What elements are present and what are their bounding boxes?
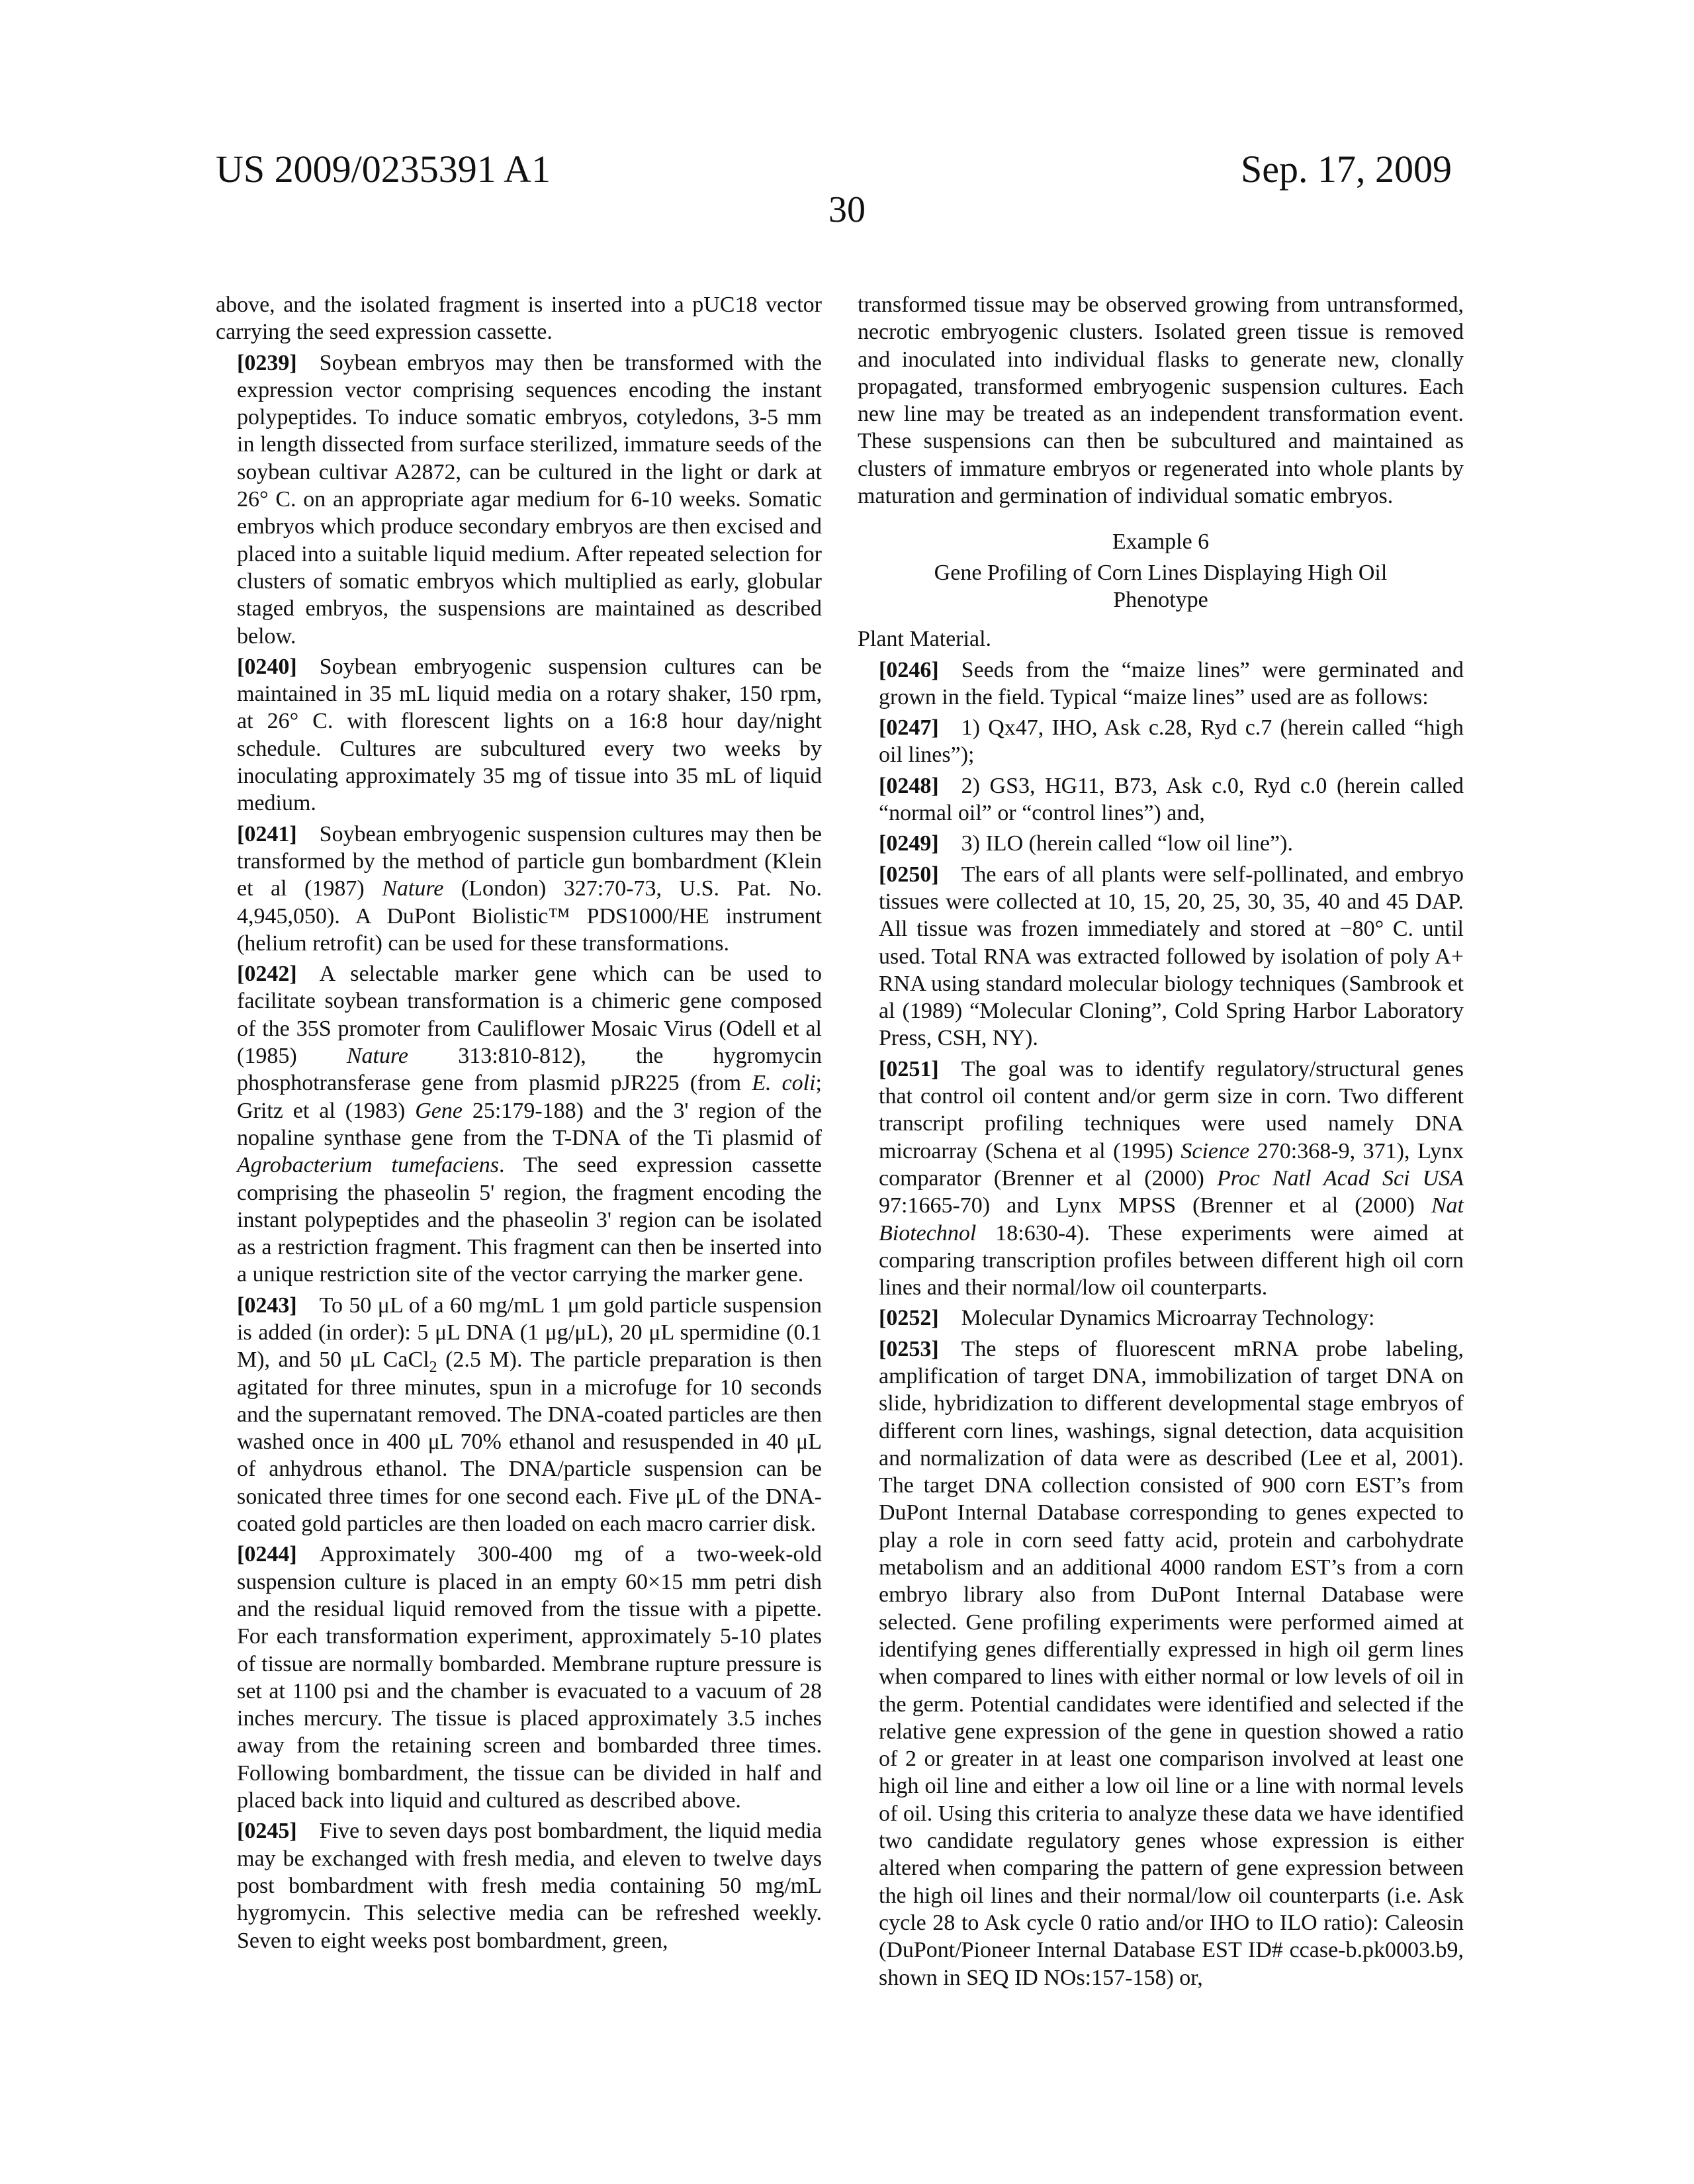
paragraph-text: Soybean embryogenic suspension cultures can be maintained in 35 mL liquid media on a rotary shaker, 150 rpm, at 26° C. with florescent lights on a 16:8 hour day/night schedule. Cultures are subcultured every two weeks by inoculating approximately 35 mg of tissue into 35 mL of liquid medium.	[237, 655, 822, 815]
paragraph-text: 1) Qx47, IHO, Ask c.28, Ryd c.7 (herein called “high oil lines”);	[879, 715, 1464, 767]
paragraph-number: [0245]	[237, 1819, 297, 1843]
paragraph-0242: [0242] A selectable marker gene which can be used to facilitate soybean transformation is a chimeric gene composed of the 35S promoter from Cauliflower Mosaic Virus (Odell et al (1985) Nature 313:810-812), the hygromycin phosphotransferase gene from plasmid pJR225 (from E. coli; Gritz et al (1983) Gene 25:179-188) and the 3' region of the nopaline synthase gene from the T-DNA of the Ti plasmid of Agrobacterium tumefaciens. The seed expression cassette comprising the phaseolin 5' region, the fragment encoding the instant polypeptides and the phaseolin 3' region can be isolated as a restriction fragment. This fragment can then be inserted into a unique restriction site of the vector carrying the marker gene.	[216, 960, 822, 1289]
paragraph-text: Soybean embryos may then be transformed with the expression vector comprising sequences encoding the instant polypeptides. To induce somatic embryos, cotyledons, 3-5 mm in length dissected from surface sterilized, immature seeds of the soybean cultivar A2872, can be cultured in the light or dark at 26° C. on an appropriate agar medium for 6-10 weeks. Somatic embryos which produce secondary embryos are then excised and placed into a suitable liquid medium. After repeated selection for clusters of somatic embryos which multiplied as early, globular staged embryos, the suspensions are maintained as described below.	[237, 351, 822, 649]
paragraph-text: Approximately 300-400 mg of a two-week-old suspension culture is placed in an empty 60×15 mm petri dish and the residual liquid removed from the tissue with a pipette. For each transformation experiment, approximately 5-10 plates of tissue are normally bombarded. Membrane rupture pressure is set at 1100 psi and the chamber is evacuated to a vacuum of 28 inches mercury. The tissue is placed approximately 3.5 inches away from the retaining screen and bombarded three times. Following bombardment, the tissue can be divided in half and placed back into liquid and cultured as described above.	[237, 1542, 822, 1813]
paragraph-text: Five to seven days post bombardment, the liquid media may be exchanged with fresh media, and eleven to twelve days post bombardment with fresh media containing 50 mg/mL hygromycin. This selective media can be refreshed weekly. Seven to eight weeks post bombardment, green,	[237, 1819, 822, 1952]
paragraph-0244	[216, 1541, 822, 1814]
subscript: 2	[429, 1359, 437, 1376]
paragraph-0251: [0251] The goal was to identify regulatory/structural genes that control oil content and/or germ size in corn. Two different transcript profiling techniques were used namely DNA microarray (Schena et al (1995) Science 270:368-9, 371), Lynx comparator (Brenner et al (2000) Proc Natl Acad Sci USA 97:1665-70) and Lynx MPSS (Brenner et al (2000) Nat Biotechnol 18:630-4). These experiments were aimed at comparing transcription profiles between different high oil corn lines and their normal/low oil counterparts.	[858, 1056, 1464, 1302]
paragraph-number: [0253]	[879, 1337, 939, 1361]
paragraph-0252	[858, 1304, 1464, 1332]
paragraph-continued: transformed tissue may be observed growing from untransformed, necrotic embryogenic clusters. Isolated green tissue is removed and inoculated into individual flasks to generate new, clonally propagated, transformed embryogenic suspension cultures. Each new line may be treated as an independent transformation event. These suspensions can then be subcultured and maintained as clusters of immature embryos or regenerated into whole plants by maturation and germination of individual somatic embryos.	[858, 291, 1464, 510]
paragraph-0239	[216, 349, 822, 650]
paragraph-text: 3) ILO (herein called “low oil line”).	[961, 831, 1293, 856]
paragraph-0249	[858, 830, 1464, 857]
paragraph-continued: above, and the isolated fragment is inserted into a pUC18 vector carrying the seed expression cassette.	[216, 291, 822, 346]
journal-name: Nature	[382, 876, 443, 901]
page-number: 30	[0, 188, 1694, 232]
paragraph-text: The steps of fluorescent mRNA probe labeling, amplification of target DNA, immobilization of target DNA on slide, hybridization to different developmental stage embryos of different corn lines, washings, signal detection, data acquisition and normalization of data were as described (Lee et al, 2001). The target DNA collection consisted of 900 corn EST’s from DuPont Internal Database corresponding to genes expected to play a role in corn seed fatty acid, protein and carbohydrate metabolism and an additional 4000 random EST’s from a corn embryo library also from DuPont Internal Database were selected. Gene profiling experiments were performed aimed at identifying genes differentially expressed in high oil germ lines when compared to lines with either normal or low levels of oil in the germ. Potential candidates were identified and selected if the relative gene expression of the gene in question showed a ratio of 2 or greater in at least one comparison involved at least one high oil line and either a low oil line or a line with normal levels of oil. Using this criteria to analyze these data we have identified two candidate regulatory genes whose expression is either altered when comparing the pattern of gene expression between the high oil lines and their normal/low oil counterparts (i.e. Ask cycle 28 to Ask cycle 0 ratio and/or IHO to ILO ratio): Caleosin (DuPont/Pioneer Internal Database EST ID# ccase-b.pk0003.b9, shown in SEQ ID NOs:157-158) or,	[879, 1337, 1464, 1990]
paragraph-number: [0248]	[879, 774, 939, 798]
paragraph-number: [0249]	[879, 831, 939, 856]
paragraph-text: 2) GS3, HG11, B73, Ask c.0, Ryd c.0 (herein called “normal oil” or “control lines”) and,	[879, 774, 1464, 825]
publication-date: Sep. 17, 2009	[1241, 147, 1452, 192]
publication-number: US 2009/0235391 A1	[216, 147, 551, 192]
species-name: E. coli	[752, 1071, 815, 1095]
journal-name: Proc Natl Acad Sci USA	[1217, 1166, 1464, 1191]
paragraph-0253	[858, 1336, 1464, 1991]
paragraph-text: Seeds from the “maize lines” were germinated and grown in the field. Typical “maize lines” used are as follows:	[879, 658, 1464, 709]
paragraph-number: [0252]	[879, 1306, 939, 1330]
left-column	[216, 291, 822, 1958]
species-name: Agrobacterium tumefaciens	[237, 1153, 499, 1177]
paragraph-0250	[858, 861, 1464, 1052]
paragraph-0245	[216, 1817, 822, 1954]
paragraph-text: The ears of all plants were self-pollinated, and embryo tissues were collected at 10, 15, 20, 25, 30, 35, 40 and 45 DAP. All tissue was frozen immediately and stored at −80° C. until used. Total RNA was extracted followed by isolation of poly A+ RNA using standard molecular biology techniques (Sambrook et al (1989) “Molecular Cloning”, Cold Spring Harbor Laboratory Press, CSH, NY).	[879, 862, 1464, 1051]
paragraph-0241: [0241] Soybean embryogenic suspension cultures may then be transformed by the method of particle gun bombardment (Klein et al (1987) Nature (London) 327:70-73, U.S. Pat. No. 4,945,050). A DuPont Biolistic™ PDS1000/HE instrument (helium retrofit) can be used for these transformations.	[216, 821, 822, 957]
paragraph-0246	[858, 657, 1464, 711]
paragraph-number: [0242]	[237, 962, 297, 986]
section-heading: Plant Material.	[858, 625, 1464, 653]
paragraph-number: [0250]	[879, 862, 939, 887]
paragraph-number: [0251]	[879, 1057, 939, 1081]
paragraph-number: [0244]	[237, 1542, 297, 1567]
paragraph-number: [0239]	[237, 351, 297, 375]
paragraph-0240	[216, 653, 822, 817]
paragraph-number: [0243]	[237, 1293, 297, 1318]
paragraph-0248	[858, 772, 1464, 827]
journal-name: Nature	[347, 1044, 408, 1068]
paragraph-text: Molecular Dynamics Microarray Technology:	[961, 1306, 1375, 1330]
example-title: Gene Profiling of Corn Lines Displaying High Oil Phenotype	[858, 559, 1464, 614]
paragraph-0247	[858, 714, 1464, 769]
journal-name: Nat Biotechnol	[879, 1193, 1464, 1245]
paragraph-number: [0240]	[237, 655, 297, 679]
right-column	[858, 291, 1464, 1995]
journal-name: Science	[1181, 1139, 1249, 1163]
paragraph-0243: [0243] To 50 μL of a 60 mg/mL 1 μm gold particle suspension is added (in order): 5 μL DNA (1 μg/μL), 20 μL spermidine (0.1 M), and 50 μL CaCl2 (2.5 M). The particle preparation is then agitated for three minutes, spun in a microfuge for 10 seconds and the supernatant removed. The DNA-coated particles are then washed once in 400 μL 70% ethanol and resuspended in 40 μL of anhydrous ethanol. The DNA/particle suspension can be sonicated three times for one second each. Five μL of the DNA-coated gold particles are then loaded on each macro carrier disk.	[216, 1292, 822, 1538]
journal-name: Gene	[415, 1099, 463, 1123]
paragraph-number: [0246]	[879, 658, 939, 682]
example-heading: Example 6	[858, 528, 1464, 555]
paragraph-number: [0241]	[237, 822, 297, 846]
paragraph-number: [0247]	[879, 715, 939, 740]
